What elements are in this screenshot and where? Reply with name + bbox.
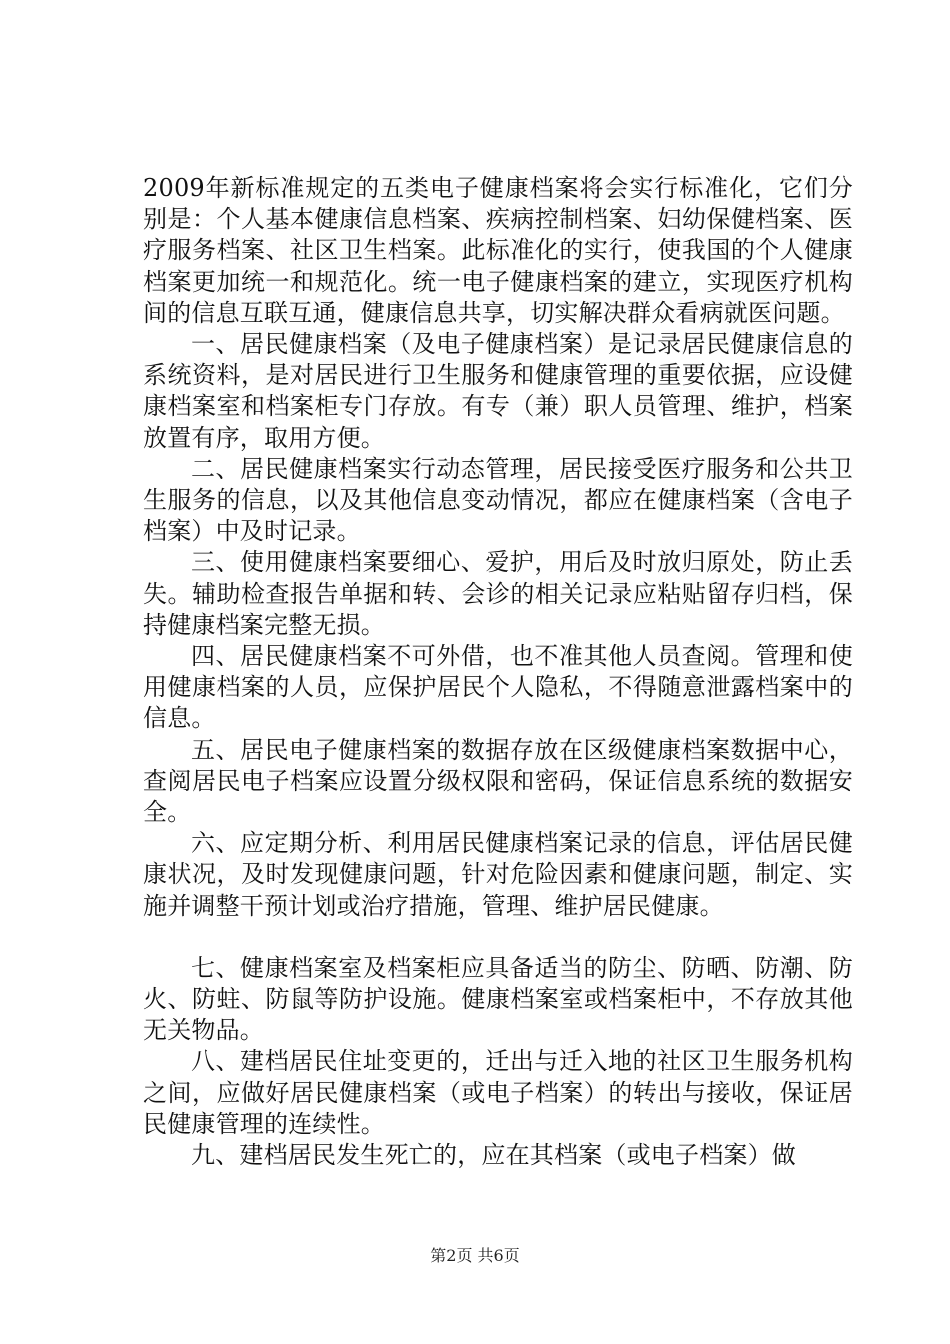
paragraph-item-2: 二、居民健康档案实行动态管理，居民接受医疗服务和公共卫生服务的信息，以及其他信息变动情况，都应在健康档案（含电子档案）中及时记录。	[143, 454, 853, 546]
paragraph-item-7: 七、健康档案室及档案柜应具备适当的防尘、防晒、防潮、防火、防蛀、防鼠等防护设施。健康档案室或档案柜中，不存放其他无关物品。	[143, 953, 853, 1045]
paragraph-item-1: 一、居民健康档案（及电子健康档案）是记录居民健康信息的系统资料，是对居民进行卫生服务和健康管理的重要依据，应设健康档案室和档案柜专门存放。有专（兼）职人员管理、维护，档案放置有序，取用方便。	[143, 330, 853, 452]
paragraph-item-5: 五、居民电子健康档案的数据存放在区级健康档案数据中心，查阅居民电子档案应设置分级权限和密码，保证信息系统的数据安全。	[143, 735, 853, 827]
paragraph-item-9: 九、建档居民发生死亡的，应在其档案（或电子档案）做	[191, 1141, 796, 1170]
paragraph-item-4: 四、居民健康档案不可外借，也不准其他人员查阅。管理和使用健康档案的人员，应保护居民个人隐私，不得随意泄露档案中的信息。	[143, 642, 853, 733]
paragraph-item-8: 八、建档居民住址变更的，迁出与迁入地的社区卫生服务机构之间，应做好居民健康档案（或电子档案）的转出与接收，保证居民健康管理的连续性。	[143, 1047, 853, 1138]
page-footer: 第2页 共6页	[430, 1246, 520, 1265]
paragraph-item-3: 三、使用健康档案要细心、爱护，用后及时放归原处，防止丢失。辅助检查报告单据和转、会诊的相关记录应粘贴留存归档，保持健康档案完整无损。	[143, 548, 853, 639]
paragraph-item-6: 六、应定期分析、利用居民健康档案记录的信息，评估居民健康状况，及时发现健康问题，针对危险因素和健康问题，制定、实施并调整干预计划或治疗措施，管理、维护居民健康。	[143, 829, 853, 920]
document-body	[143, 173, 853, 1171]
paragraph-intro: 2009年新标准规定的五类电子健康档案将会实行标准化，它们分别是：个人基本健康信息档案、疾病控制档案、妇幼保健档案、医疗服务档案、社区卫生档案。此标准化的实行，使我国的个人健康档案更加统一和规范化。统一电子健康档案的建立，实现医疗机构间的信息互联互通，健康信息共享，切实解决群众看病就医问题。	[143, 174, 853, 327]
